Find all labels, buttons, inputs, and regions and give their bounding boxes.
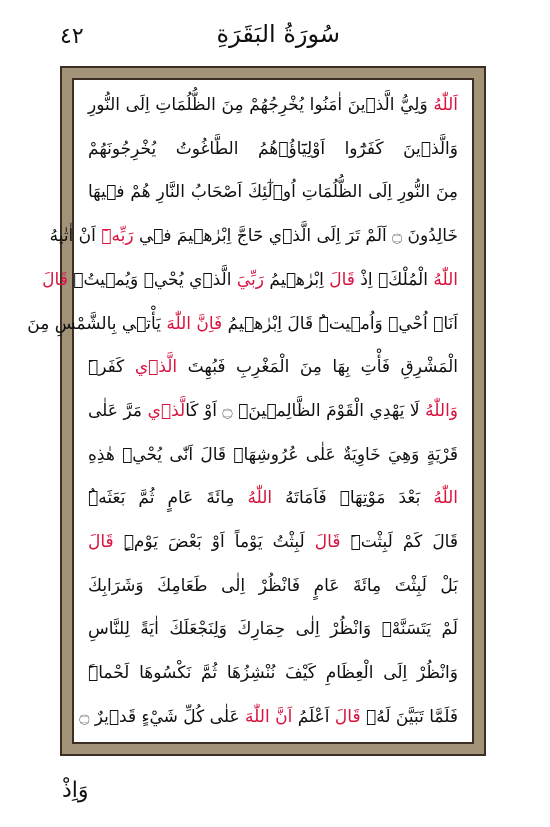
text-segment: الْمَشْرِقِ فَأْتِ بِهَا مِنَ الْمَغْرِبِ فَبُهِتَ xyxy=(177,357,458,378)
text-segment: وَالَّذ۪ينَ كَفَرُٓوا اَوْلِيَٓاؤُ۬هُمُ الطَّاغُوتُ يُخْرِجُونَهُمْ xyxy=(88,138,458,159)
text-segment: لَبِثْتُ يَوْماً اَوْ بَعْضَ يَوْمٍۜ xyxy=(113,532,315,553)
text-segment: الْمُلْكَۢ اِذْ xyxy=(354,269,434,290)
red-word: اللّٰهُ xyxy=(433,488,458,509)
text-segment: يَأْت۪ي بِالشَّمْسِ مِنَ xyxy=(27,313,167,334)
red-word: رَبِّه۪ٓ xyxy=(101,226,134,247)
text-segment: مَرَّ عَلٰى xyxy=(88,400,148,421)
text-segment: خَالِدُونَ ۝ اَلَمْ تَرَ اِلَى الَّذ۪ي حَٓاجَّ اِبْرٰه۪يمَ ف۪ي xyxy=(133,226,458,247)
text-segment: اَنَا۬ اُحْي۪ وَاُم۪يتُۜ قَالَ اِبْرٰه۪يمُ xyxy=(222,313,458,334)
red-word: قَالَ xyxy=(329,269,355,290)
text-line xyxy=(88,571,458,601)
text-line xyxy=(88,90,458,120)
text-line xyxy=(49,221,458,251)
text-line xyxy=(88,527,458,557)
red-word: فَاِنَّ اللّٰهَ xyxy=(166,313,223,334)
red-word: قَالَ xyxy=(334,706,361,727)
text-segment: قَرْيَةٍ وَهِيَ خَاوِيَةٌ عَلٰى عُرُوشِهَاۚ قَالَ اَنّٰى يُحْي۪ هٰذِهِ xyxy=(88,444,458,465)
text-line xyxy=(88,483,458,513)
text-segment: اَنْ اٰتٰيهُ xyxy=(49,226,102,247)
text-segment: عَلٰى كُلِّ شَيْءٍ قَد۪يرٌ ۝ xyxy=(79,706,246,727)
red-word: قَالَ xyxy=(88,532,114,553)
red-word: رَبِّيَ xyxy=(236,269,264,290)
text-segment: لَا يَهْدِي الْقَوْمَ الظَّالِم۪ينَۚ ۝ اَوْ كَا xyxy=(185,400,426,421)
red-word: اللّٰهُ xyxy=(433,269,458,290)
text-segment: بَعْدَ مَوْتِهَاۚ فَاَمَاتَهُ xyxy=(272,488,434,509)
text-segment: اِبْرٰه۪يمُ xyxy=(264,269,330,290)
page-header xyxy=(60,20,490,60)
text-line xyxy=(42,265,458,295)
text-line xyxy=(27,309,458,339)
text-line xyxy=(88,352,458,382)
text-segment: مِنَ النُّورِ اِلَى الظُّلُمَاتِ اُو۬لٰٓئِكَ اَصْحَابُ النَّارِ هُمْ ف۪يهَا xyxy=(88,182,458,203)
red-word: وَاللّٰهُ xyxy=(425,400,458,421)
red-word: الَّذ۪ي xyxy=(134,357,178,378)
red-word: قَالَ xyxy=(314,532,341,553)
quran-text-block xyxy=(27,78,474,744)
text-segment: قَالَ كَمْ لَبِثْتَۜ xyxy=(340,532,458,553)
red-word: اَنَّ اللّٰهَ xyxy=(245,706,293,727)
text-line xyxy=(88,658,458,688)
text-line xyxy=(88,177,458,207)
text-segment: كَفَرَۜ xyxy=(88,357,135,378)
text-line xyxy=(88,396,458,426)
red-word: قَالَ xyxy=(42,269,68,290)
text-segment: مِائَةَ عَامٍ ثُمَّ بَعَثَهُۜ xyxy=(88,488,248,509)
text-segment: لَمْ يَتَسَنَّهْۚ وَانْظُرْ اِلٰى حِمَارِكَ وَلِنَجْعَلَكَ اٰيَةً لِلنَّاسِ xyxy=(88,619,458,640)
catchword: وَاِذْ xyxy=(62,778,89,803)
sura-title: سُورَةُ البَقَرَةِ xyxy=(216,20,340,48)
text-line xyxy=(88,614,458,644)
text-segment: بَلْ لَبِثْتَ مِائَةَ عَامٍ فَانْظُرْ اِلٰى طَعَامِكَ وَشَرَابِكَ xyxy=(88,575,458,596)
text-line xyxy=(88,134,458,164)
text-segment: الَّذ۪ي يُحْي۪ وَيُم۪يتُۙ xyxy=(67,269,237,290)
red-word: لَّذ۪ي xyxy=(147,400,186,421)
page-frame xyxy=(27,66,486,756)
text-line xyxy=(88,440,458,470)
page-number: ٤٢ xyxy=(60,24,84,49)
text-segment: وَانْظُرْ اِلَى الْعِظَامِ كَيْفَ نُنْشِزُهَا ثُمَّ نَكْسُوهَا لَحْماًۜ xyxy=(88,663,458,684)
red-word: اَللّٰهُ xyxy=(433,95,458,115)
text-segment: وَلِيُّ الَّذ۪ينَ اٰمَنُوا يُخْرِجُهُمْ مِنَ الظُّلُمَاتِ اِلَى النُّورِ xyxy=(88,95,434,115)
text-segment: فَلَمَّا تَبَيَّنَ لَهُۙ xyxy=(360,706,458,727)
text-line xyxy=(79,702,458,732)
text-segment: اَعْلَمُ xyxy=(292,706,335,727)
red-word: اللّٰهُ xyxy=(247,488,273,509)
